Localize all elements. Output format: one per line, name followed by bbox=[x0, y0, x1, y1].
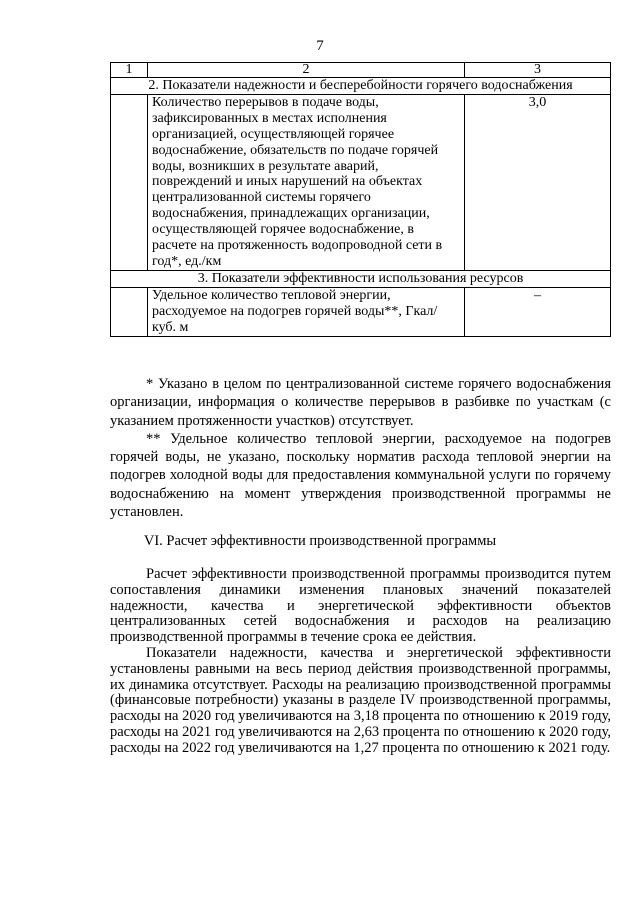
row-number-cell bbox=[111, 287, 148, 336]
section-2-title: 2. Показатели надежности и бесперебойности горячего водоснабжения bbox=[111, 78, 611, 95]
indicators-table bbox=[110, 62, 611, 337]
section-row bbox=[111, 270, 611, 287]
paragraph-1: Расчет эффективности производственной программы производится путем сопоставления динамики изменения плановых значений показателей надежности, качества и энергетической эффективности объектов централизованных сетей водоснабжения и расходов на реализацию производственной программы в течение срока ее действия. bbox=[110, 566, 611, 646]
table-header-row bbox=[111, 63, 611, 78]
indicator-value: – bbox=[465, 287, 611, 336]
table-row bbox=[111, 287, 611, 336]
section-3-title: 3. Показатели эффективности использования ресурсов bbox=[111, 270, 611, 287]
section-body bbox=[110, 567, 611, 757]
footnotes bbox=[110, 375, 611, 521]
footnote-2: ** Удельное количество тепловой энергии, расходуемое на подогрев горячей воды, не указано, поскольку норматив расхода тепловой энергии на подогрев холодной воды для предоставления коммунальной услуги по горячему водоснабжению на момент утверждения производственной программы не установлен. bbox=[110, 430, 611, 521]
row-number-cell bbox=[111, 94, 148, 270]
column-header-2: 2 bbox=[148, 63, 465, 78]
section-heading: VI. Расчет эффективности производственной программы bbox=[143, 533, 497, 549]
indicator-value: 3,0 bbox=[465, 94, 611, 270]
indicator-description: Количество перерывов в подаче воды, зафиксированных в местах исполнения организацией, осуществляющей горячее водоснабжение, обязательств по подаче горячей воды, возникших в результате аварий, повреждений и иных нарушений на объектах централизованной системы горячего водоснабжения, принадлежащих организации, осуществляющей горячее водоснабжение, в расчете на протяженность водопроводной сети в год*, ед./км bbox=[148, 94, 465, 270]
indicator-description: Удельное количество тепловой энергии, расходуемое на подогрев горячей воды**, Гкал/ куб. м bbox=[148, 287, 465, 336]
column-header-1: 1 bbox=[111, 63, 148, 78]
footnote-1: * Указано в целом по централизованной системе горячего водоснабжения организации, информация о количестве перерывов в разбивке по участкам (с указанием протяженности участков) отсутствует. bbox=[110, 376, 611, 429]
paragraph-2: Показатели надежности, качества и энергетической эффективности установлены равными на весь период действия производственной программы, их динамика отсутствует. Расходы на реализацию производственной программы (финансовые потребности) указаны в разделе IV производственной программы, расходы на 2020 год увеличиваются на 3,18 процента по отношению к 2019 году, расходы на 2021 год увеличиваются на 2,63 процента по отношению к 2020 году, расходы на 2022 год увеличиваются на 1,27 процента по отношению к 2021 году. bbox=[110, 644, 611, 756]
page-number: 7 bbox=[316, 38, 324, 54]
column-header-3: 3 bbox=[465, 63, 611, 78]
table-row bbox=[111, 94, 611, 270]
section-row bbox=[111, 78, 611, 95]
